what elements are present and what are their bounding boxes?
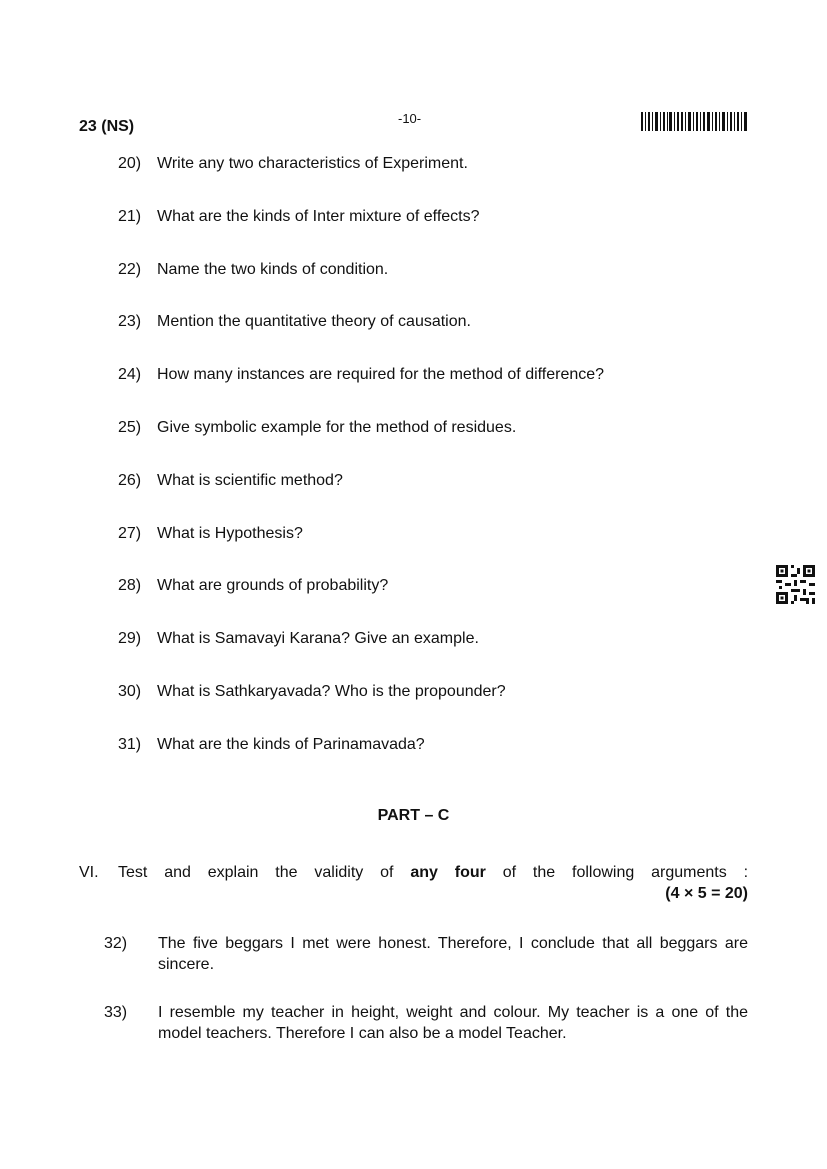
question-23	[118, 312, 758, 365]
instruction-text: Test and explain the validity of	[118, 864, 411, 881]
marks-allocation: (4 × 5 = 20)	[665, 885, 748, 902]
question-text: What is Samavayi Karana? Give an example.	[157, 630, 479, 648]
instruction-emphasis: any four	[410, 864, 486, 881]
question-number: 25)	[118, 418, 142, 436]
question-21	[118, 207, 758, 260]
question-31	[118, 735, 758, 788]
question-number: 22)	[118, 260, 142, 278]
question-27	[118, 524, 758, 577]
argument-33	[104, 1002, 748, 1044]
question-number: 23)	[118, 313, 142, 331]
question-number: 20)	[118, 155, 142, 172]
question-number: 30)	[118, 682, 142, 700]
question-text: Give symbolic example for the method of residues.	[157, 418, 517, 436]
part-title: PART – C	[377, 807, 450, 824]
question-text: Write any two characteristics of Experiment.	[157, 155, 468, 172]
question-list	[118, 154, 758, 788]
question-text: What is Hypothesis?	[157, 524, 303, 542]
question-text: Mention the quantitative theory of causation.	[157, 313, 471, 331]
question-text: What are grounds of probability?	[157, 577, 389, 595]
question-number: 28)	[118, 577, 142, 595]
argument-text: I resemble my teacher in height, weight and colour. My teacher is a one of the model teachers. Therefore I can also be a model Teacher.	[158, 1004, 748, 1042]
question-26	[118, 471, 758, 524]
question-text: Name the two kinds of condition.	[157, 260, 389, 278]
argument-list	[104, 933, 748, 1071]
question-number: 31)	[118, 735, 142, 753]
argument-text: The five beggars I met were honest. Therefore, I conclude that all beggars are sincere.	[158, 935, 748, 973]
question-22	[118, 260, 758, 313]
question-number: 26)	[118, 471, 142, 489]
argument-number: 33)	[104, 1004, 128, 1021]
section-instruction	[118, 862, 748, 883]
question-text: How many instances are required for the method of difference?	[157, 366, 605, 384]
argument-number: 32)	[104, 935, 128, 952]
instruction-text-end: of the following arguments :	[485, 864, 749, 881]
question-20	[118, 154, 758, 207]
question-29	[118, 629, 758, 682]
question-25	[118, 418, 758, 471]
question-text: What is Sathkaryavada? Who is the propounder?	[157, 682, 506, 700]
question-30	[118, 682, 758, 735]
question-text: What are the kinds of Inter mixture of effects?	[157, 207, 480, 225]
page-code: 23 (NS)	[79, 118, 135, 135]
question-number: 21)	[118, 207, 142, 225]
question-text: What is scientific method?	[157, 471, 343, 489]
section-vi	[79, 862, 748, 904]
section-number: VI.	[79, 864, 99, 881]
question-number: 27)	[118, 524, 142, 542]
barcode-icon	[641, 112, 747, 131]
qr-code-icon	[776, 565, 815, 604]
question-text: What are the kinds of Parinamavada?	[157, 735, 425, 753]
argument-32	[104, 933, 748, 975]
question-number: 29)	[118, 630, 142, 648]
question-24	[118, 365, 758, 418]
page-number: -10-	[398, 111, 422, 126]
question-28	[118, 576, 758, 629]
question-number: 24)	[118, 366, 142, 384]
